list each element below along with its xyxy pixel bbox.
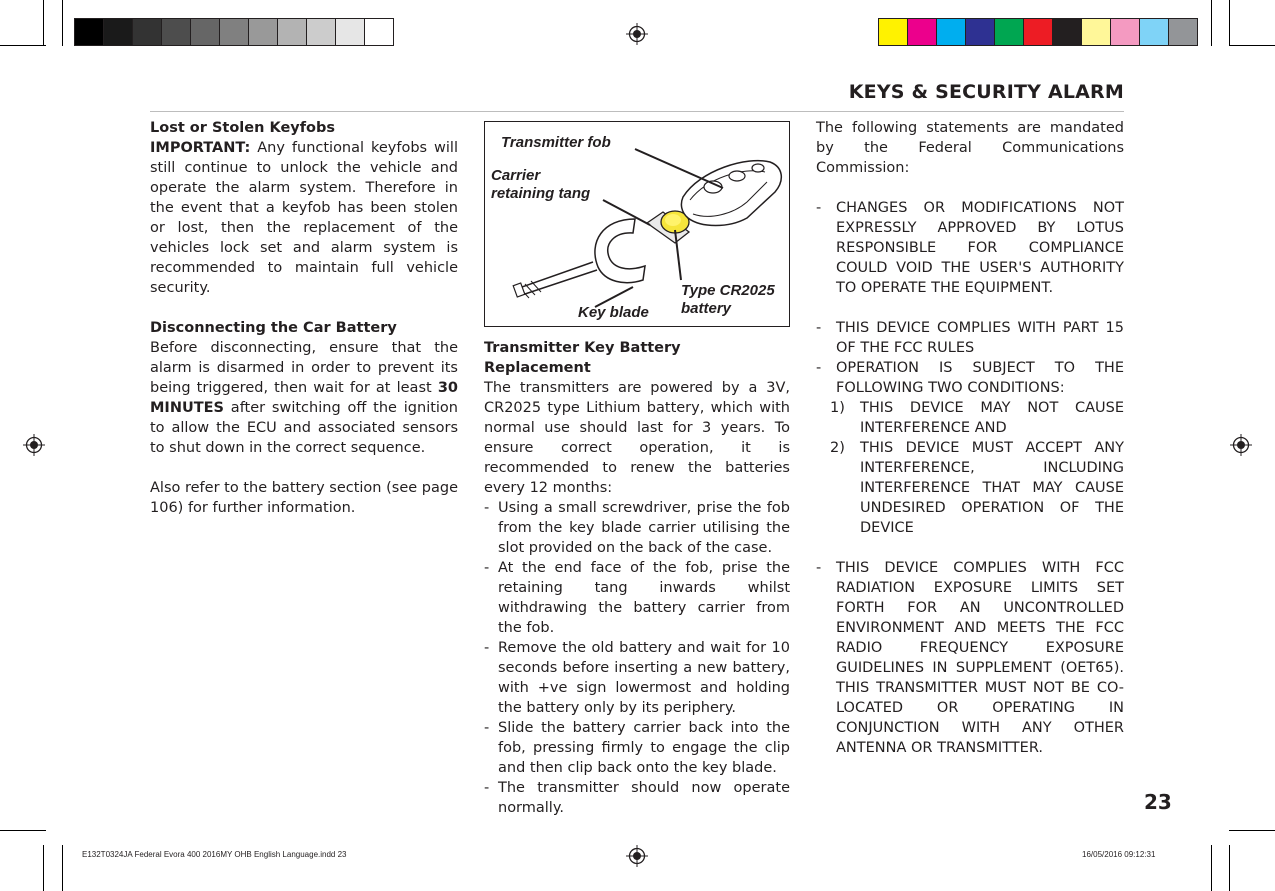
process-swatch (878, 18, 908, 46)
list-item: - Slide the battery carrier back into the fob, pressing firmly to engage the clip and then clip back onto the key blade. (484, 720, 790, 776)
process-swatch (1168, 18, 1198, 46)
header-divider (150, 111, 1124, 112)
disconnect-battery-heading: Disconnecting the Car Battery (150, 320, 397, 336)
list-item: - Remove the old battery and wait for 10 seconds before inserting a new battery, with +ve sign lowermost and holding the battery only by its periphery. (484, 640, 790, 716)
condition-item: 1) THIS DEVICE MAY NOT CAUSE INTERFERENCE AND (830, 400, 1124, 436)
registration-mark-icon (1230, 434, 1252, 456)
list-item: - Using a small screwdriver, prise the fob from the key blade carrier utilising the slot provided on the back of the case. (484, 500, 790, 556)
important-label: IMPORTANT: (150, 140, 251, 156)
list-item: - The transmitter should now operate normally. (484, 780, 790, 816)
left-column (150, 118, 458, 518)
list-item: - At the end face of the fob, prise the retaining tang inwards whilst withdrawing the battery carrier from the fob. (484, 560, 790, 636)
page-section-title: KEYS & SECURITY ALARM (848, 81, 1124, 103)
right-column (816, 118, 1124, 758)
process-swatch (1023, 18, 1053, 46)
fcc-intro: The following statements are mandated by the Federal Communications Commission: (816, 120, 1124, 176)
label-transmitter-fob: Transmitter fob (501, 134, 611, 151)
label-battery-type: Type CR2025 battery (681, 282, 775, 317)
process-swatch (907, 18, 937, 46)
registration-mark-icon (626, 845, 648, 867)
slug-file-info: E132T0324JA Federal Evora 400 2016MY OHB English Language.indd 23 (82, 850, 347, 859)
list-item: - CHANGES OR MODIFICATIONS NOT EXPRESSLY APPROVED BY LOTUS RESPONSIBLE FOR COMPLIANCE COULD VOID THE USER'S AUTHORITY TO OPERATE THE EQUIPMENT. (816, 200, 1124, 296)
battery-replacement-heading: Transmitter Key Battery Replacement (484, 340, 681, 376)
list-item: - THIS DEVICE COMPLIES WITH PART 15 OF THE FCC RULES (816, 320, 1124, 356)
battery-carrier-drawing (647, 211, 689, 243)
process-swatch (1110, 18, 1140, 46)
slug-timestamp: 16/05/2016 09:12:31 (1082, 850, 1156, 859)
middle-column (484, 338, 790, 818)
process-swatch (936, 18, 966, 46)
page-number: 23 (1144, 790, 1172, 814)
process-swatch (1052, 18, 1082, 46)
process-swatch (965, 18, 995, 46)
process-swatch (1139, 18, 1169, 46)
lost-keyfobs-heading: Lost or Stolen Keyfobs (150, 120, 336, 136)
battery-replacement-intro: The transmitters are powered by a 3V, CR2025 type Lithium battery, which with normal use should last for 3 years. To ensure correct operation, it is recommended to renew the batteries every 12 months: (484, 380, 790, 496)
gray-swatch (248, 18, 278, 46)
condition-item: 2) THIS DEVICE MUST ACCEPT ANY INTERFERENCE, INCLUDING INTERFERENCE THAT MAY CAUSE UNDESIRED OPERATION OF THE DEVICE (830, 440, 1124, 536)
registration-mark-icon (23, 434, 45, 456)
gray-swatch (277, 18, 307, 46)
gray-swatch (306, 18, 336, 46)
list-item: - OPERATION IS SUBJECT TO THE FOLLOWING TWO CONDITIONS: (816, 360, 1124, 396)
transmitter-fob-drawing (681, 161, 781, 226)
gray-swatch (132, 18, 162, 46)
process-swatch (1081, 18, 1111, 46)
gray-swatch (74, 18, 104, 46)
gray-swatch (103, 18, 133, 46)
gray-swatch (219, 18, 249, 46)
disconnect-battery-text: Before disconnecting, ensure that the alarm is disarmed in order to prevent its being triggered, then wait for at least 30 MINUTES after switching off the ignition to allow the ECU and associated sensors to shut down in the correct sequence. (150, 340, 458, 456)
leader-line (635, 149, 723, 188)
battery-section-reference: Also refer to the battery section (see page 106) for further information. (150, 480, 458, 516)
gray-swatch (190, 18, 220, 46)
registration-mark-icon (626, 23, 648, 45)
gray-swatch (364, 18, 394, 46)
label-carrier-retaining-tang: Carrier retaining tang (491, 167, 591, 202)
key-blade-drawing (513, 219, 645, 298)
lost-keyfobs-text: IMPORTANT: Any functional keyfobs will still continue to unlock the vehicle and operate the alarm system. Therefore in the event that a keyfob has been stolen or lost, then the replacement of the vehicles lock set and alarm system is recommended to maintain full vehicle security. (150, 140, 458, 296)
thirty-minutes-emphasis: 30 MINUTES (150, 380, 458, 416)
keyfob-figure (484, 121, 790, 327)
list-item: - THIS DEVICE COMPLIES WITH FCC RADIATION EXPOSURE LIMITS SET FORTH FOR AN UNCONTROLLED ENVIRONMENT AND MEETS THE FCC RADIO FREQUENCY EXPOSURE GUIDELINES IN SUPPLEMENT (OET65). THIS TRANSMITTER MUST NOT BE CO-LOCATED OR OPERATING IN CONJUNCTION WITH ANY OTHER ANTENNA OR TRANSMITTER. (816, 560, 1124, 756)
process-swatch (994, 18, 1024, 46)
gray-swatch (161, 18, 191, 46)
gray-swatch (335, 18, 365, 46)
label-key-blade: Key blade (578, 304, 649, 321)
